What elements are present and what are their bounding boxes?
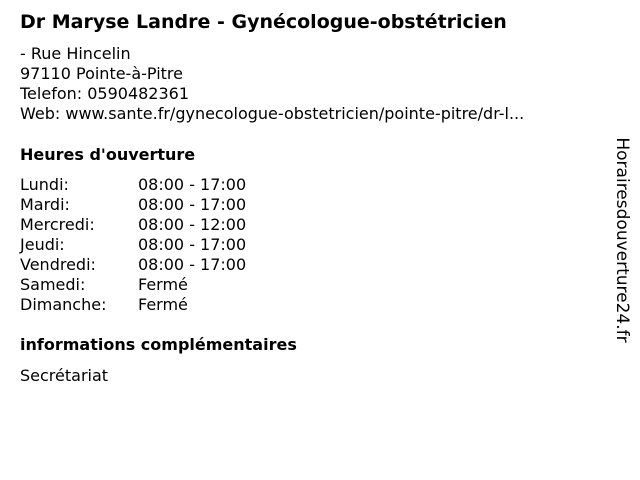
hours-row-sunday bbox=[20, 295, 246, 315]
hours-row-thursday bbox=[20, 235, 246, 255]
day-label: Jeudi: bbox=[20, 235, 65, 254]
hours-row-wednesday bbox=[20, 215, 246, 235]
hours-row-monday bbox=[20, 175, 246, 195]
website-link: Web: www.sante.fr/gynecologue-obstetricien/pointe-pitre/dr-l... bbox=[20, 104, 525, 123]
site-watermark: Horairesdouverture24.fr bbox=[612, 137, 632, 343]
additional-info-heading: informations complémentaires bbox=[20, 335, 297, 354]
day-label: Mercredi: bbox=[20, 215, 95, 234]
time-range: 08:00 - 17:00 bbox=[138, 255, 247, 274]
opening-hours-list bbox=[20, 175, 246, 315]
day-label: Samedi: bbox=[20, 275, 86, 294]
day-label: Lundi: bbox=[20, 175, 69, 194]
hours-heading: Heures d'ouverture bbox=[20, 145, 196, 164]
time-range: 08:00 - 17:00 bbox=[138, 195, 247, 214]
time-range: 08:00 - 17:00 bbox=[138, 235, 247, 254]
street-address: - Rue Hincelin bbox=[20, 44, 131, 63]
address-block bbox=[20, 44, 524, 124]
time-range: Fermé bbox=[138, 295, 188, 314]
time-range: Fermé bbox=[138, 275, 188, 294]
day-label: Mardi: bbox=[20, 195, 70, 214]
hours-row-tuesday bbox=[20, 195, 246, 215]
hours-row-friday bbox=[20, 255, 246, 275]
day-label: Vendredi: bbox=[20, 255, 96, 274]
time-range: 08:00 - 12:00 bbox=[138, 215, 247, 234]
phone-number: Telefon: 0590482361 bbox=[20, 84, 190, 103]
page-title: Dr Maryse Landre - Gynécologue-obstétricien bbox=[20, 11, 507, 33]
city: 97110 Pointe-à-Pitre bbox=[20, 64, 183, 83]
additional-info-text: Secrétariat bbox=[20, 366, 109, 385]
time-range: 08:00 - 17:00 bbox=[138, 175, 247, 194]
hours-row-saturday bbox=[20, 275, 246, 295]
day-label: Dimanche: bbox=[20, 295, 107, 314]
